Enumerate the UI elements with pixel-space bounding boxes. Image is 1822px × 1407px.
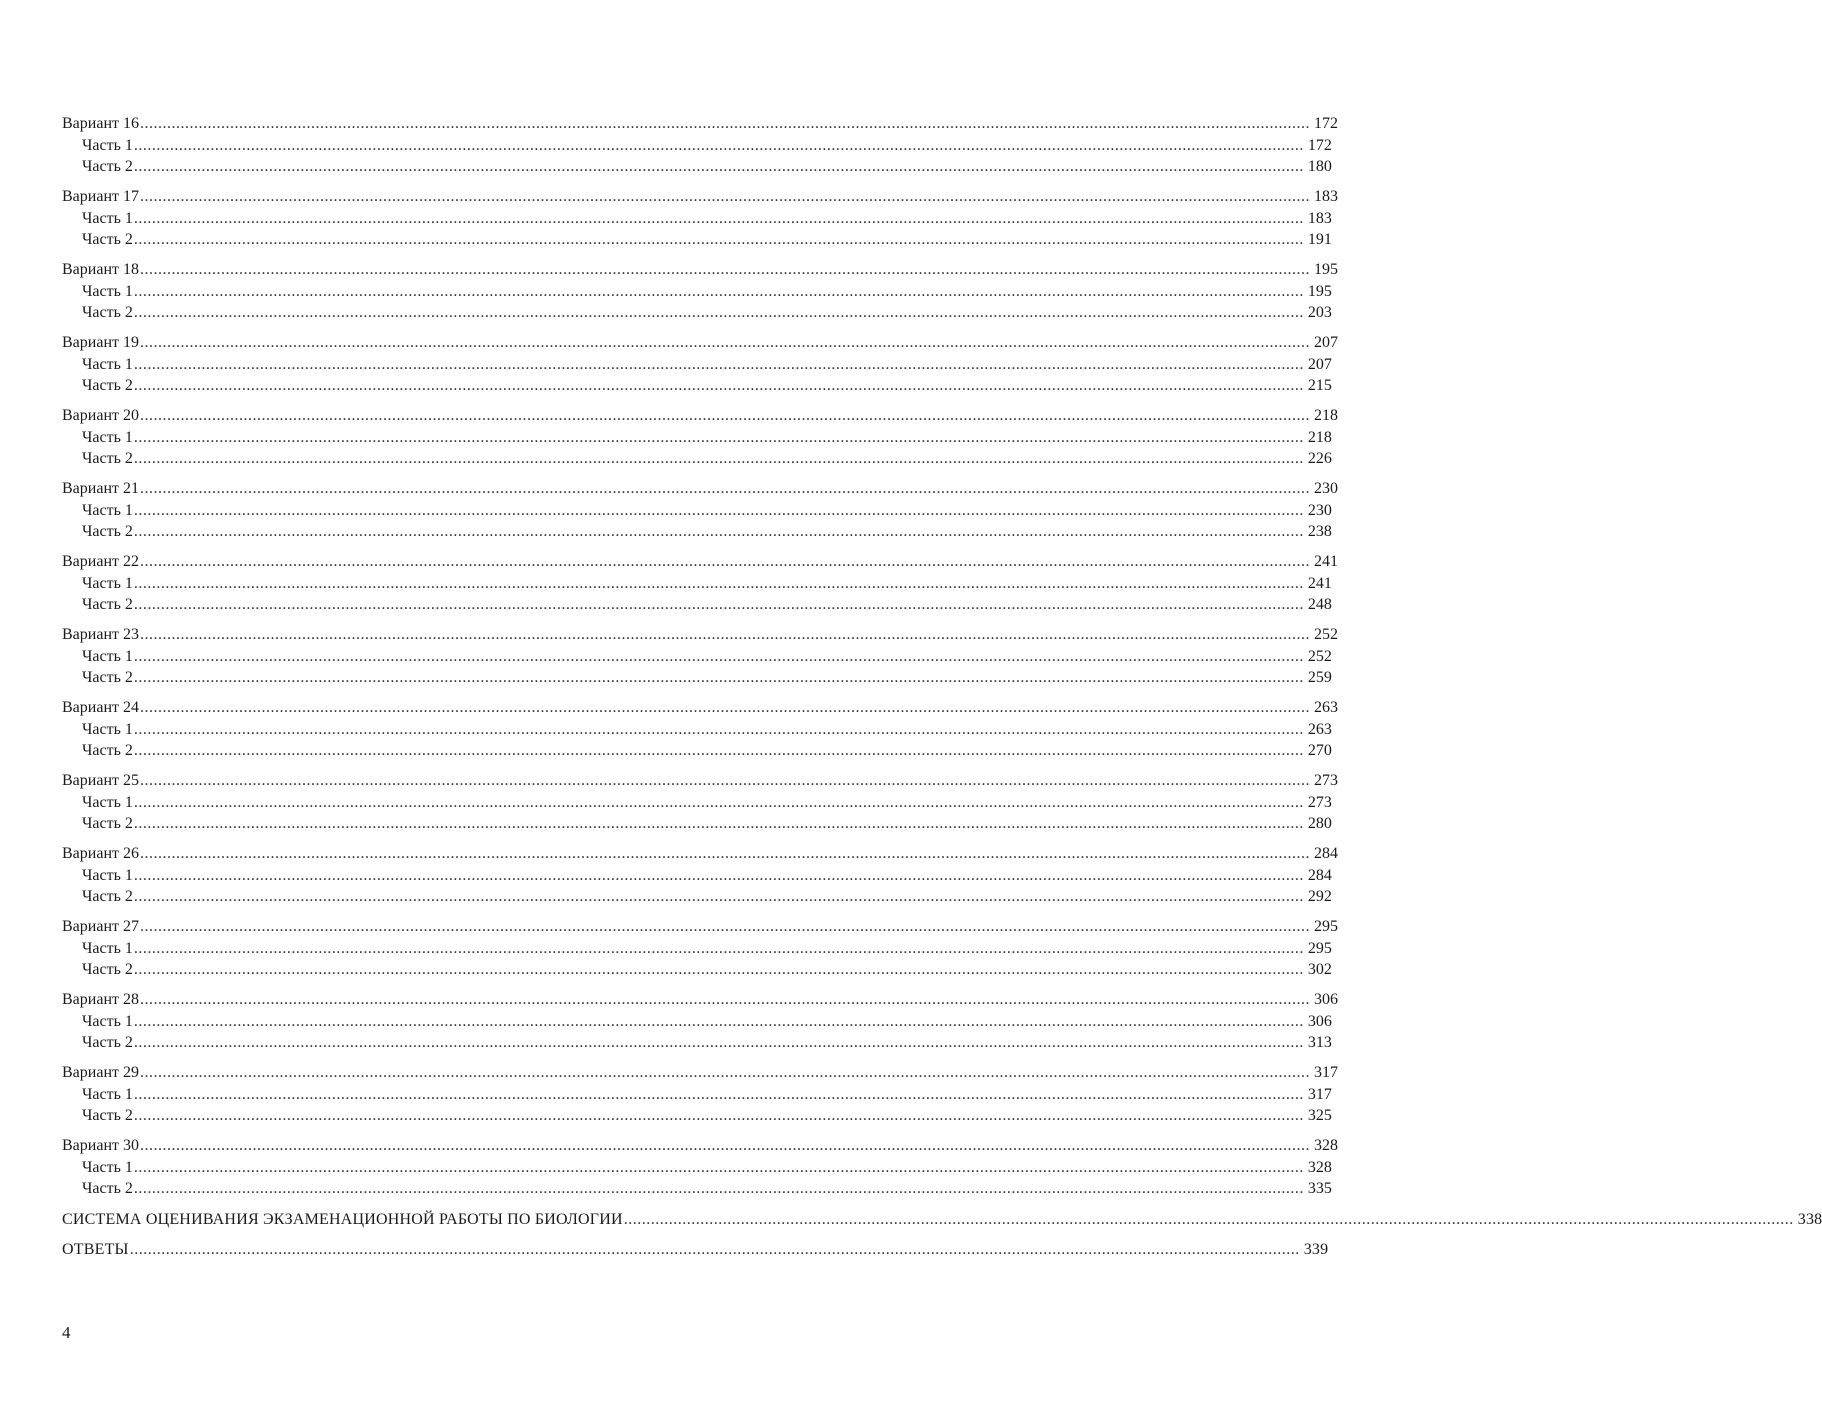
toc-part-entry[interactable] [62, 886, 1332, 908]
toc-entry-label: Часть 2 [82, 961, 133, 978]
toc-entry-label: Вариант 16 [62, 115, 139, 132]
toc-dot-leader: .................................................................................................................................................................................................................................................................... [133, 1180, 1304, 1197]
toc-entry-page: 238 [1307, 523, 1332, 540]
toc-dot-leader: .................................................................................................................................................................................................................................................................... [133, 1158, 1304, 1176]
toc-entry-label: Вариант 22 [62, 553, 139, 570]
toc-entry-page: 325 [1307, 1107, 1332, 1124]
toc-entry-page: 218 [1307, 428, 1332, 446]
toc-dot-leader: .................................................................................................................................................................................................................................................................... [133, 720, 1304, 738]
toc-entry-page: 306 [1307, 1012, 1332, 1030]
toc-part-entry[interactable] [62, 1084, 1332, 1106]
toc-entry-label: Часть 1 [82, 1012, 133, 1030]
toc-entry-label: Часть 1 [82, 355, 133, 373]
toc-entry-page: 183 [1307, 209, 1332, 227]
toc-entry-page: 248 [1307, 596, 1332, 613]
toc-variant-entry[interactable] [62, 1062, 1338, 1084]
toc-entry-label: Вариант 30 [62, 1137, 139, 1154]
toc-part-entry[interactable] [62, 646, 1332, 668]
toc-entry-label: СИСТЕМА ОЦЕНИВАНИЯ ЭКЗАМЕНАЦИОННОЙ РАБОТЫ ПО БИОЛОГИИ [62, 1210, 623, 1228]
toc-entry-page: 191 [1307, 231, 1332, 248]
toc-entry-page: 172 [1307, 136, 1332, 154]
toc-entry-page: 335 [1307, 1180, 1332, 1197]
toc-variant-entry[interactable] [62, 478, 1338, 500]
toc-variant-entry[interactable] [62, 332, 1338, 354]
toc-entry-label: Часть 1 [82, 720, 133, 738]
toc-entry-page: 180 [1307, 158, 1332, 175]
toc-part-entry[interactable] [62, 135, 1332, 157]
toc-dot-leader: .................................................................................................................................................................................................................................................................... [140, 1064, 1310, 1081]
toc-entry-label: Часть 1 [82, 939, 133, 957]
toc-entry-label: Часть 2 [82, 669, 133, 686]
toc-entry-label: Часть 1 [82, 574, 133, 592]
toc-entry-label: Часть 1 [82, 1085, 133, 1103]
toc-dot-leader: .................................................................................................................................................................................................................................................................... [140, 115, 1310, 132]
toc-dot-leader: .................................................................................................................................................................................................................................................................... [133, 647, 1304, 665]
toc-dot-leader: .................................................................................................................................................................................................................................................................... [133, 1034, 1304, 1051]
toc-entry-page: 230 [1307, 501, 1332, 519]
toc-entry-label: Вариант 18 [62, 261, 139, 278]
toc-entry-page: 263 [1314, 699, 1338, 716]
toc-entry-page: 284 [1307, 866, 1332, 884]
toc-entry-page: 263 [1307, 720, 1332, 738]
toc-entry-page: 317 [1314, 1064, 1338, 1081]
toc-entry-page: 241 [1307, 574, 1332, 592]
toc-entry-page: 183 [1314, 188, 1338, 205]
toc-variant-entry[interactable] [62, 624, 1338, 646]
toc-entry-page: 252 [1314, 626, 1338, 643]
toc-entry-label: Часть 1 [82, 136, 133, 154]
toc-dot-leader: .................................................................................................................................................................................................................................................................... [140, 334, 1310, 351]
toc-entry-page: 328 [1307, 1158, 1332, 1176]
toc-dot-leader: .................................................................................................................................................................................................................................................................... [133, 793, 1304, 811]
toc-dot-leader: .................................................................................................................................................................................................................................................................... [133, 669, 1304, 686]
toc-entry-label: Часть 1 [82, 1158, 133, 1176]
toc-dot-leader: .................................................................................................................................................................................................................................................................... [133, 961, 1304, 978]
toc-dot-leader: .................................................................................................................................................................................................................................................................... [140, 1137, 1310, 1154]
toc-entry-page: 259 [1307, 669, 1332, 686]
toc-part-entry[interactable] [62, 1105, 1332, 1127]
toc-entry-label: Часть 1 [82, 866, 133, 884]
toc-entry-label: Часть 2 [82, 377, 133, 394]
toc-section-entry[interactable] [62, 1239, 1329, 1261]
toc-entry-page: 295 [1307, 939, 1332, 957]
toc-section-entry[interactable] [62, 1209, 1822, 1231]
toc-entry-label: Часть 1 [82, 428, 133, 446]
toc-dot-leader: .................................................................................................................................................................................................................................................................... [133, 231, 1304, 248]
toc-dot-leader: .................................................................................................................................................................................................................................................................... [133, 596, 1304, 613]
toc-entry-page: 317 [1307, 1085, 1332, 1103]
toc-entry-page: 273 [1307, 793, 1332, 811]
toc-dot-leader: .................................................................................................................................................................................................................................................................... [133, 282, 1304, 300]
toc-part-entry[interactable] [62, 354, 1332, 376]
toc-dot-leader: .................................................................................................................................................................................................................................................................... [133, 136, 1304, 154]
toc-part-entry[interactable] [62, 865, 1332, 887]
toc-dot-leader: .................................................................................................................................................................................................................................................................... [140, 918, 1310, 935]
toc-entry-label: Вариант 27 [62, 918, 139, 935]
toc-entry-page: 226 [1307, 450, 1332, 467]
toc-part-entry[interactable] [62, 281, 1332, 303]
toc-dot-leader: .................................................................................................................................................................................................................................................................... [133, 209, 1304, 227]
toc-entry-label: Часть 2 [82, 596, 133, 613]
toc-entry-page: 292 [1307, 888, 1332, 905]
toc-entry-label: Часть 2 [82, 888, 133, 905]
toc-entry-page: 218 [1314, 407, 1338, 424]
toc-part-entry[interactable] [62, 521, 1332, 543]
toc-dot-leader: .................................................................................................................................................................................................................................................................... [129, 1241, 1300, 1258]
toc-dot-leader: .................................................................................................................................................................................................................................................................... [133, 1012, 1304, 1030]
toc-part-entry[interactable] [62, 229, 1332, 251]
toc-dot-leader: .................................................................................................................................................................................................................................................................... [140, 261, 1310, 278]
toc-entry-label: Вариант 20 [62, 407, 139, 424]
toc-variant-entry[interactable] [62, 843, 1338, 865]
toc-entry-label: Часть 1 [82, 209, 133, 227]
toc-part-entry[interactable] [62, 959, 1332, 981]
toc-dot-leader: .................................................................................................................................................................................................................................................................... [133, 158, 1304, 175]
toc-part-entry[interactable] [62, 1178, 1332, 1200]
toc-dot-leader: .................................................................................................................................................................................................................................................................... [140, 845, 1310, 862]
toc-entry-label: Часть 2 [82, 1180, 133, 1197]
toc-entry-page: 270 [1307, 742, 1332, 759]
toc-variant-entry[interactable] [62, 405, 1338, 427]
toc-entry-label: Вариант 29 [62, 1064, 139, 1081]
toc-entry-label: Часть 2 [82, 1034, 133, 1051]
toc-entry-page: 273 [1314, 772, 1338, 789]
toc-dot-leader: .................................................................................................................................................................................................................................................................... [133, 428, 1304, 446]
toc-part-entry[interactable] [62, 594, 1332, 616]
toc-part-entry[interactable] [62, 448, 1332, 470]
toc-entry-page: 302 [1307, 961, 1332, 978]
toc-dot-leader: .................................................................................................................................................................................................................................................................... [133, 866, 1304, 884]
toc-entry-page: 295 [1314, 918, 1338, 935]
toc-entry-label: Часть 2 [82, 231, 133, 248]
toc-dot-leader: .................................................................................................................................................................................................................................................................... [133, 1085, 1304, 1103]
toc-variant-entry[interactable] [62, 697, 1338, 719]
toc-entry-label: Вариант 17 [62, 188, 139, 205]
toc-part-entry[interactable] [62, 208, 1332, 230]
toc-dot-leader: .................................................................................................................................................................................................................................................................... [140, 772, 1310, 789]
toc-dot-leader: .................................................................................................................................................................................................................................................................... [133, 574, 1304, 592]
toc-entry-label: Вариант 21 [62, 480, 139, 497]
toc-part-entry[interactable] [62, 573, 1332, 595]
toc-part-entry[interactable] [62, 1011, 1332, 1033]
toc-variant-entry[interactable] [62, 989, 1338, 1011]
toc-entry-page: 339 [1303, 1241, 1329, 1258]
toc-dot-leader: .................................................................................................................................................................................................................................................................... [140, 991, 1310, 1008]
toc-entry-page: 207 [1307, 355, 1332, 373]
toc-dot-leader: .................................................................................................................................................................................................................................................................... [133, 304, 1304, 321]
toc-entry-label: Часть 2 [82, 158, 133, 175]
toc-variant-entry[interactable] [62, 551, 1338, 573]
toc-entry-label: Вариант 19 [62, 334, 139, 351]
toc-entry-label: Часть 2 [82, 450, 133, 467]
toc-variant-entry[interactable] [62, 916, 1338, 938]
toc-entry-page: 284 [1314, 845, 1338, 862]
toc-entry-label: Вариант 24 [62, 699, 139, 716]
toc-dot-leader: .................................................................................................................................................................................................................................................................... [133, 815, 1304, 832]
toc-dot-leader: .................................................................................................................................................................................................................................................................... [133, 523, 1304, 540]
toc-dot-leader: .................................................................................................................................................................................................................................................................... [140, 553, 1310, 570]
toc-part-entry[interactable] [62, 1032, 1332, 1054]
toc-entry-label: Часть 1 [82, 793, 133, 811]
toc-dot-leader: .................................................................................................................................................................................................................................................................... [133, 450, 1304, 467]
toc-entry-label: Часть 2 [82, 815, 133, 832]
toc-part-entry[interactable] [62, 500, 1332, 522]
toc-entry-label: Часть 2 [82, 523, 133, 540]
toc-entry-label: Вариант 26 [62, 845, 139, 862]
toc-dot-leader: .................................................................................................................................................................................................................................................................... [140, 188, 1310, 205]
toc-entry-label: Часть 2 [82, 742, 133, 759]
toc-entry-label: Часть 2 [82, 304, 133, 321]
toc-part-entry[interactable] [62, 719, 1332, 741]
toc-entry-page: 252 [1307, 647, 1332, 665]
toc-entry-page: 241 [1314, 553, 1338, 570]
toc-dot-leader: .................................................................................................................................................................................................................................................................... [140, 626, 1310, 643]
toc-part-entry[interactable] [62, 302, 1332, 324]
toc-dot-leader: .................................................................................................................................................................................................................................................................... [623, 1210, 1794, 1228]
toc-entry-page: 207 [1314, 334, 1338, 351]
toc-entry-page: 195 [1307, 282, 1332, 300]
toc-dot-leader: .................................................................................................................................................................................................................................................................... [133, 355, 1304, 373]
toc-entry-page: 195 [1314, 261, 1338, 278]
toc-dot-leader: .................................................................................................................................................................................................................................................................... [133, 742, 1304, 759]
toc-entry-page: 328 [1314, 1137, 1338, 1154]
toc-dot-leader: .................................................................................................................................................................................................................................................................... [133, 939, 1304, 957]
toc-dot-leader: .................................................................................................................................................................................................................................................................... [133, 888, 1304, 905]
toc-variant-entry[interactable] [62, 259, 1338, 281]
toc-entry-page: 230 [1314, 480, 1338, 497]
toc-entry-label: Часть 1 [82, 501, 133, 519]
toc-dot-leader: .................................................................................................................................................................................................................................................................... [133, 1107, 1304, 1124]
table-of-contents [62, 113, 1822, 1261]
toc-entry-label: Часть 1 [82, 282, 133, 300]
toc-entry-page: 172 [1314, 115, 1338, 132]
toc-entry-label: Часть 2 [82, 1107, 133, 1124]
toc-dot-leader: .................................................................................................................................................................................................................................................................... [133, 377, 1304, 394]
toc-variant-entry[interactable] [62, 113, 1338, 135]
toc-entry-page: 306 [1314, 991, 1338, 1008]
toc-entry-page: 203 [1307, 304, 1332, 321]
toc-dot-leader: .................................................................................................................................................................................................................................................................... [133, 501, 1304, 519]
toc-variant-entry[interactable] [62, 770, 1338, 792]
toc-entry-label: ОТВЕТЫ [62, 1241, 129, 1258]
toc-part-entry[interactable] [62, 1157, 1332, 1179]
toc-entry-page: 313 [1307, 1034, 1332, 1051]
toc-part-entry[interactable] [62, 792, 1332, 814]
toc-part-entry[interactable] [62, 427, 1332, 449]
toc-entry-page: 215 [1307, 377, 1332, 394]
toc-entry-label: Вариант 28 [62, 991, 139, 1008]
toc-part-entry[interactable] [62, 938, 1332, 960]
toc-dot-leader: .................................................................................................................................................................................................................................................................... [140, 480, 1310, 497]
toc-entry-label: Часть 1 [82, 647, 133, 665]
toc-variant-entry[interactable] [62, 1135, 1338, 1157]
toc-dot-leader: .................................................................................................................................................................................................................................................................... [140, 407, 1310, 424]
toc-entry-label: Вариант 25 [62, 772, 139, 789]
toc-variant-entry[interactable] [62, 186, 1338, 208]
toc-entry-label: Вариант 23 [62, 626, 139, 643]
toc-part-entry[interactable] [62, 813, 1332, 835]
toc-part-entry[interactable] [62, 740, 1332, 762]
toc-part-entry[interactable] [62, 156, 1332, 178]
toc-entry-page: 338 [1797, 1210, 1822, 1228]
page-number: 4 [62, 1323, 71, 1342]
toc-part-entry[interactable] [62, 375, 1332, 397]
toc-dot-leader: .................................................................................................................................................................................................................................................................... [140, 699, 1310, 716]
toc-part-entry[interactable] [62, 667, 1332, 689]
toc-entry-page: 280 [1307, 815, 1332, 832]
